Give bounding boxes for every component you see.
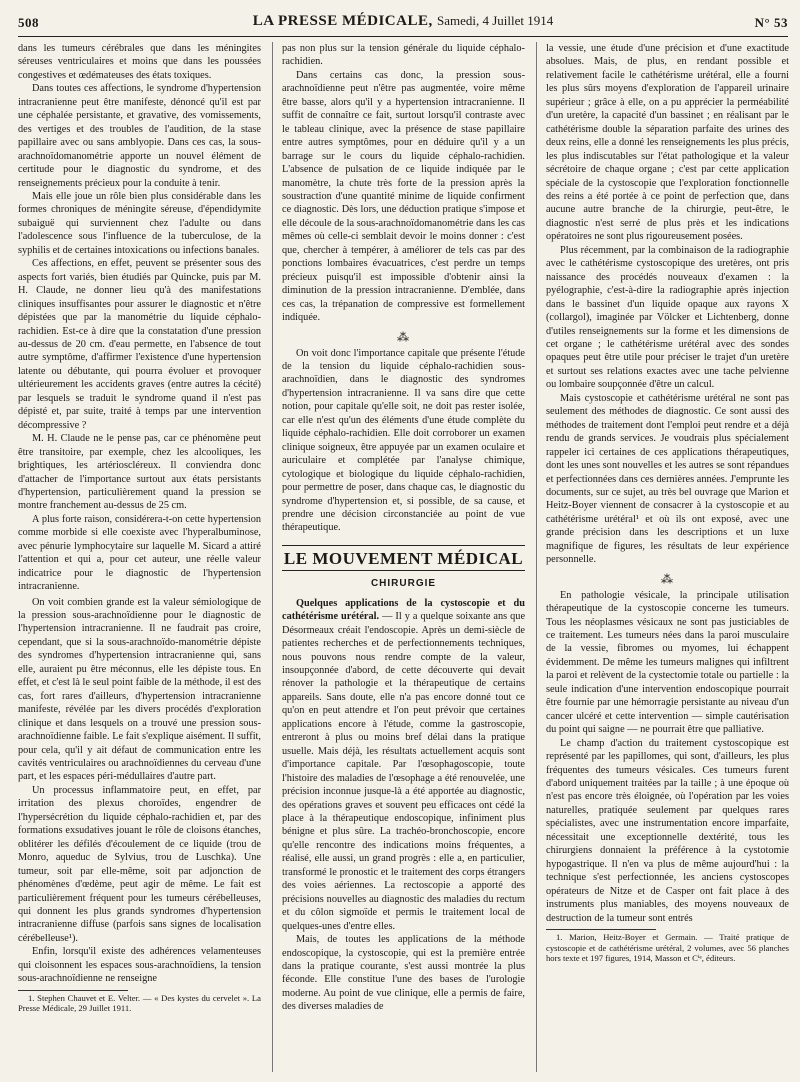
page-header: [18, 10, 788, 37]
paragraph: Ces affections, en effet, peuvent se présenter sous des aspects fort variés, bien étudiés par Quincke, puis par M. H. Claude, ne donner lieu qu'à des manifestations cliniques insuffisantes pour assurer le diagnostic et n'être dépistées que par la manométrie du liquide céphalo-rachidien. Est-ce à dire que la constatation d'une pression au-dessus de 20 cm. d'eau permette, en l'absence de tout autre symptôme, d'affirmer l'existence d'une hypertension latente ou débutante, qui pourra évoluer et provoquer ultérieurement les accidents graves (entre autres la cécité) par lesquels se traduit le syndrome quand il n'est pas dépisté et, par suite, traité à temps par une intervention décompressive ?: [18, 258, 261, 431]
paragraph: Mais elle joue un rôle bien plus considérable dans les formes chroniques de méningite séreuse, d'épendidymite subaiguë qui surviennent chez l'adulte ou dans l'adolescence sous l'influence de la tuberculose, de la syphilis et de certaines intoxications ou infections banales.: [18, 190, 261, 256]
paragraph: Plus récemment, par la combinaison de la radiographie avec le cathétérisme cystoscopique des uretères, ont pris naissance des procédés nouveaux d'examen : la pyélographie, c'est-à-dire la radiographie après injection dans le bassinet d'un liquide opaque aux rayons X (collargol), imaginée par Völcker et Lichtenberg, donne d'utiles renseignements sur la forme et les dimensions de cet organe ; le cathétérisme urétéral avec des sondes opaques peut être utile pour préciser le trajet d'un uretère et surtout ses relations exactes avec une tache pelvienne ou lombaire soupçonnée d'être un calcul.: [546, 244, 789, 391]
footnote: 1. Marion, Heitz-Boyer et Germain. — Traité pratique de cystoscopie et de cathétérisme urétéral, 2 volumes, avec 56 planches hors texte et 197 figures, 1914, Masson et Cⁱᵉ, éditeurs.: [546, 932, 789, 963]
paragraph: Un processus inflammatoire peut, en effet, par irritation des plexus choroïdes, engendrer de l'hypersécrétion du liquide céphalo-rachidien et, par des formations exsudatives jouant le rôle de cloisons étanches, oblitérer les défilés d'écoulement de ce liquide (trou de Monro, aqueduc de Sylvius, trou de Luschka). Une tumeur, soit par elle-même, soit par adjonction de phénomènes d'œdème, peut agir de même. Le fait est particulièrement fréquent pour les tumeurs cérébelleuses, qui donnent les plus grands syndromes d'hypertension intracranienne diffuse (parfois sans signes de localisation cérébelleuse¹).: [18, 784, 261, 944]
footnote: 1. Stephen Chauvet et E. Velter. — « Des kystes du cervelet ». La Presse Médicale, 29 Juillet 1911.: [18, 992, 261, 1014]
column-2: [282, 42, 525, 1014]
paragraph: M. H. Claude ne le pense pas, car ce phénomène peut être transitoire, par exemple, chez les alcooliques, les brightiques, les artérioscléreux. Il conviendra donc d'attacher de l'importance surtout aux états persistants d'hypertension, particulièrement quand la pression se montre franchement au-dessus de 25 cm.: [18, 433, 261, 512]
journal-page: [18, 10, 788, 1076]
section-separator: ⁂: [397, 329, 410, 344]
paragraph: Le champ d'action du traitement cystoscopique est représenté par les papillomes, qui sont, d'ailleurs, les plus fréquentes des tumeurs vésicales. Ces tumeurs furent d'abord uniquement traitées par la taille ; à une époque où n'est pas encore très éloignée, où l'opération par les voies naturelles, pratiquée seulement par quelques rares spécialistes, avec une instrumentation encore imparfaite, nécessitait une exceptionnelle dextérité, tous les chirurgiens donnaient la préférence à la cystotomie hypogastrique. Il n'en va plus de même aujourd'hui : la technique s'est perfectionnée, les anciens cystoscopes opérateurs de Nitze et de Casper ont fait place à des instruments plus maniables, des moyens nouveaux de destruction de la tumeur sont entrés: [546, 737, 789, 924]
paragraph: A plus forte raison, considérera-t-on cette hypertension comme morbide si elle coexiste avec l'hyperalbuminose, avec pénurie lymphocytaire sur laquelle M. Sicard a attiré l'attention et qui a, pour cet auteur, une réelle valeur indicatrice pour le diagnostic de l'hypertension intracranienne.: [18, 513, 261, 593]
paragraph: Enfin, lorsqu'il existe des adhérences velamenteuses qui cloisonnent les espaces sous-arachnoïdiens, la tension sous-arachnoïdienne ne renseigne: [18, 946, 261, 985]
issue-date: Samedi, 4 Juillet 1914: [436, 13, 554, 28]
journal-name: LA PRESSE MÉDICALE,: [252, 13, 433, 29]
article-opening: [282, 597, 525, 933]
article-title: Quelques applications de la cystoscopie et du cathétérisme urétéral.: [282, 597, 525, 623]
column-3: [546, 42, 789, 964]
column-1: [18, 42, 261, 1014]
rubric-heading: CHIRURGIE: [370, 578, 437, 590]
paragraph: pas non plus sur la tension générale du liquide céphalo-rachidien.: [282, 43, 525, 68]
footnote-rule: [546, 929, 656, 930]
paragraph: On voit donc l'importance capitale que présente l'étude de la tension du liquide céphalo-rachidien sous-arachnoïdien, dans le diagnostic des syndromes d'hypertension intracranienne. Il va sans dire que cette notion, pour capitale qu'elle soit, ne doit pas rester isolée, car elle n'est qu'un des éléments d'une étude complète du liquide céphalo-rachidien. Elle doit corroborer un examen clinique soigneux, être appuyée par un examen oculaire et auriculaire et complétée par l'analyse chimique, cytologique et biologique du liquide céphalo-rachidien, pour permettre de poser, dans chaque cas, le diagnostic du syndrome d'hypertension et, si possible, de sa cause, et prendre une décision circonstanciée au point de vue thérapeutique.: [282, 347, 525, 534]
paragraph: Mais, de toutes les applications de la méthode endoscopique, la cystoscopie, qui est la première entrée dans la pratique courante, s'est aussi montrée la plus féconde. Elle constitue l'une des bases de l'urologie moderne. Au point de vue clinique, elle a permis de faire, des diverses maladies de: [282, 934, 525, 1013]
page-number: 508: [18, 15, 39, 30]
column-rule-left: [272, 42, 273, 1072]
footnote-rule: [18, 990, 128, 991]
article-lead: — Il y a quelque soixante ans que Désormeaux créait l'endoscopie. Après un demi-siècle de patientes recherches et de perfectionnements techniques, nous pouvons nous rendre compte de la valeur, insoupçonnée d'abord, de cette découverte qui devait rénover la pathologie et la thérapeutique de certains appareils. Sans doute, elle n'a pas encore donné tout ce qu'on en peut attendre et l'on peut prévoir que certaines applications encore à l'étude, comme la gastroscopie, entreront à plus ou moins bref délai dans la pratique usuelle. Mais déjà, les résultats actuellement acquis sont d'importance capitale. Par l'œsophagoscopie, toute l'histoire des maladies de l'œsophage a été renouvelée, une précision inconnue jusque-là a été apportée au diagnostic, des opérations graves et souvent peu efficaces ont cédé la place à la thérapeutique endoscopique, infiniment plus bénigne et plus sûre. La trachéo-bronchoscopie, encore qu'elle rencontre des indications moins fréquentes, a réalisé, elle aussi, un grand progrès : elle a, en particulier, transformé le pronostic et le traitement des corps étrangers des voies aériennes. La rectoscopie a apporté des précisions nouvelles au diagnostic des maladies du rectum et du côlon sigmoïde et permis le traitement local de quelques-unes d'entre elles.: [282, 611, 526, 932]
paragraph: On voit combien grande est la valeur sémiologique de la pression sous-arachnoïdienne pour le diagnostic de l'hypertension intracranienne. Il ne faudrait pas croire, cependant, que si la sous-arachnoïdo-manométrie dépiste des syndromes d'hypertension intracranienne qui, sans elle, auraient pu être méconnus, elle les dépiste tous. En effet, et c'est là le seul point faible de la méthode, il est des cas, fort rares d'ailleurs, d'hypertension intracranienne manifeste, révélée par les divers procédés d'exploration clinique et dans lesquels on a trouvé une pression sous-arachnoïdienne faible. Le fait s'explique aisément. Il suffit, pour cela, qu'il y ait défaut de communication entre les cavités ventriculaires ou arachnoïdiennes du cerveau d'une part, et les espaces péri-médullaires d'autre part.: [18, 596, 261, 783]
issue-number: N° 53: [754, 15, 788, 30]
paragraph: En pathologie vésicale, la principale utilisation thérapeutique de la cystoscopie concerne les tumeurs. Tous les néoplasmes vésicaux ne sont pas justiciables de ce traitement. Les tumeurs nées dans la paroi musculaire de la vessie, fibromes ou myomes, lui échappent évidemment. De même les tumeurs malignes qui infiltrent la paroi et relèvent de la cystectomie totale ou partielle : la seule indication d'une intervention endoscopique pourrait être fournie par une hémorragie persistante au niveau d'un cancer ulcéré et cette intervention — simple cautérisation du point qui saigne — ne pourrait être que palliative.: [546, 589, 789, 736]
paragraph: Dans toutes ces affections, le syndrome d'hypertension intracranienne peut être manifeste, dénoncé qu'il est par une céphalée persistante, et gravative, des vomissements, des vertiges et des troubles de l'audition, de la stase papillaire avec ou sans amblyopie. Dans ces cas, la sous-arachnoïdomanométrie apporte un nouvel élément de certitude pour le diagnostic du syndrome, et des renseignements précieux pour la conduite à tenir.: [18, 83, 261, 189]
section-title: LE MOUVEMENT MÉDICAL: [282, 545, 525, 571]
paragraph: dans les tumeurs cérébrales que dans les méningites séreuses ventriculaires et moins que dans les poussées congestives et œdémateuses des états toxiques.: [18, 43, 261, 81]
journal-title: [18, 13, 788, 30]
paragraph: Mais cystoscopie et cathétérisme urétéral ne sont pas seulement des méthodes de diagnostic. Ce sont aussi des méthodes de traitement dont l'emploi peut rendre et a déjà rendu de grands services. Je voudrais plus spécialement rappeler ici certaines de ces applications thérapeutiques, dont les unes sont nouvelles et les autres se sont répandues et perfectionnées dans ces dernières années. J'emprunte les documents, sur ce sujet, au très bel ouvrage que Marion et Heitz-Boyer viennent de consacrer à la cystoscopie et au cathétérisme urétéral¹ et où ils ont exposé, avec une grande précision dans les descriptions et un luxe magnifique de figures, les résultats de leur expérience personnelle.: [546, 392, 789, 566]
section-separator: ⁂: [661, 571, 674, 586]
paragraph: la vessie, une étude d'une précision et d'une exactitude absolues. Mais, de plus, en rendant possible et relativement facile le cathétérisme urétéral, elle a fourni les plus sûrs moyens d'exploration de l'appareil urinaire supérieur ; grâce à elle, on a pu apprécier la perméabilité d'un uretère, la capacité d'un bassinet ; en réalisant par le cathétérisme double la séparation parfaite des urines des deux reins, elle a donné les renseignements les plus précis, les plus indiscutables sur l'état pathologique et la valeur sécrétoire de chaque organe ; c'est par cette application spéciale de la cystoscopie que l'exploration fonctionnelle des reins a été portée à ce point de perfection que, dans aucune autre branche de la chirurgie, peut-être, le diagnostic n'est serré de plus près et les indications opératoires ne sont plus rigoureusement posées.: [546, 43, 789, 243]
paragraph: Dans certains cas donc, la pression sous-arachnoïdienne peut n'être pas augmentée, voire même être basse, alors qu'il y a hypertension intracranienne. Il suffit de connaître ce fait, surtout lorsqu'il contraste avec le tableau clinique, avec la présence de stase papillaire entre autres symptômes, pour en déduire qu'il y a un barrage sur le cours du liquide céphalo-rachidien. L'absence de pulsation de ce liquide indiquée par le manomètre, la chute très forte de la pression après la soustraction d'une quantité minime de liquide confirment ce diagnostic. Dès lors, une déduction pratique s'impose et elle découle de la sous-arachnoïdomanométrie dans les cas mêmes où celle-ci semblait devoir le moins donner : c'est que, chercher à tempérer, à améliorer de tels cas par des ponctions lombaires évacuatrices, c'est perdre un temps précieux puisqu'il est impossible d'obtenir ainsi la diminution de la pression intracranienne. D'emblée, dans ces cas, la trépanation de compressive est formellement indiquée.: [282, 69, 525, 324]
column-rule-right: [536, 42, 537, 1072]
